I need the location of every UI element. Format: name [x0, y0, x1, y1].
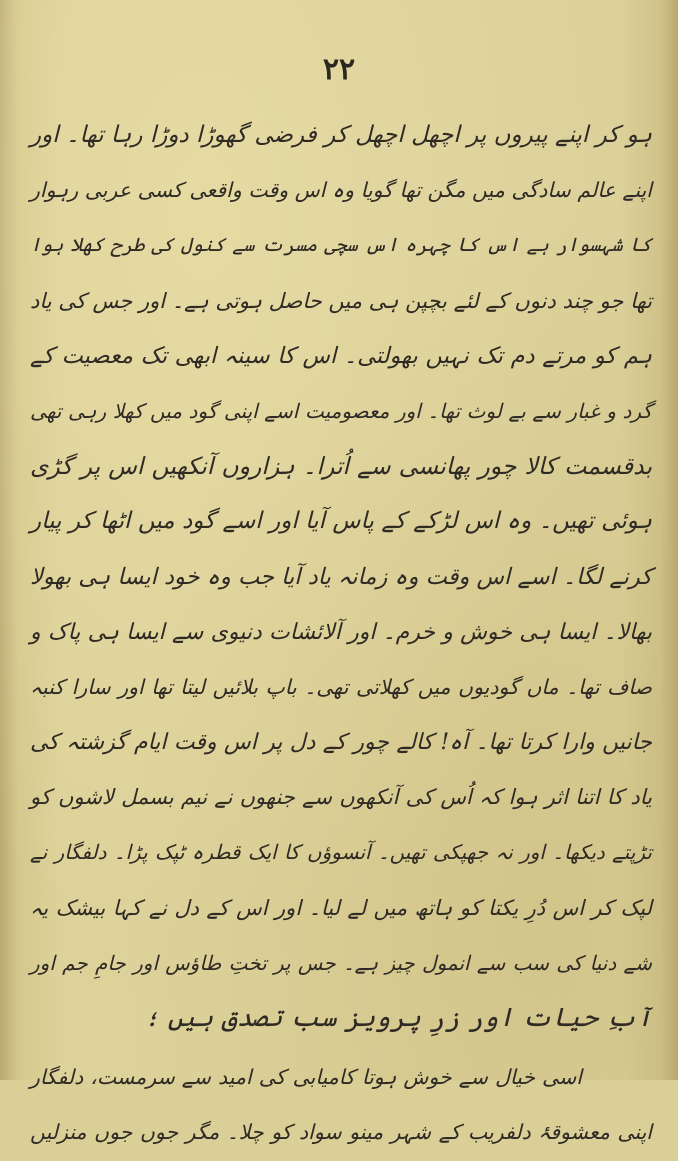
- text-line: اپنے عالم سادگی میں مگن تھا گویا وہ اس وقت واقعی کسی عربی رہوار: [30, 178, 652, 203]
- text-line: ہو کر اپنے پیروں پر اچھل اچھل کر فرضی گھوڑا دوڑا رہا تھا۔ اور: [30, 122, 652, 148]
- text-line: ہوئی تھیں۔ وہ اس لڑکے کے پاس آیا اور اسے گود میں اٹھا کر پیار: [30, 508, 652, 535]
- text-line: صاف تھا۔ ماں گودیوں میں کھلاتی تھی۔ باپ بلائیں لیتا تھا اور سارا کنبہ: [30, 674, 652, 699]
- text-line: تڑپتے دیکھا۔ اور نہ جھپکی تھیں۔ آنسوؤں کا ایک قطرہ ٹپک پڑا۔ دلفگار نے: [30, 840, 652, 865]
- text-line: گرد و غبار سے بے لوث تھا۔ اور معصومیت اسے اپنی گود میں کھلا رہی تھی: [30, 398, 652, 423]
- text-line: جانیں وارا کرتا تھا۔ آہ! کالے چور کے دل پر اس وقت ایام گزشتہ کی: [30, 730, 652, 756]
- text-line: بدقسمت کالا چور پھانسی سے اُترا۔ ہزاروں آنکھیں اس پر گڑی: [30, 452, 652, 481]
- text-line: شے دنیا کی سب سے انمول چیز ہے۔ جس پر تختِ طاؤس اور جامِ جم اور: [30, 950, 652, 975]
- text-line: لپک کر اس دُرِ یکتا کو ہاتھ میں لے لیا۔ اور اس کے دل نے کہا بیشک یہ: [30, 895, 652, 920]
- text-line: ہم کو مرتے دم تک نہیں بھولتی۔ اس کا سینہ ابھی تک معصیت کے: [30, 342, 652, 369]
- text-line-paragraph-start: اسی خیال سے خوش ہوتا کامیابی کی امید سے سرمست، دلفگار: [30, 1065, 582, 1090]
- text-line: کا شہسوار ہے اس کا چہرہ اس سچی مسرت سے کنول کی طرح کھلا ہوا: [30, 234, 652, 257]
- page-body-text: [30, 108, 652, 1161]
- text-line-paragraph-end: آبِ حیات اور زرِ پرویز سب تصدق ہیں ؛: [144, 1003, 652, 1033]
- text-line: کرنے لگا۔ اسے اس وقت وہ زمانہ یاد آیا جب وہ خود ایسا ہی بھولا: [30, 563, 652, 590]
- page-number: ۲۲: [322, 52, 356, 87]
- text-line: بھالا۔ ایسا ہی خوش و خرم۔ اور آلائشات دنیوی سے ایسا ہی پاک و: [30, 619, 652, 645]
- text-line: اپنی معشوقۂ دلفریب کے شہر مینو سواد کو چلا۔ مگر جوں جوں منزلیں: [30, 1120, 652, 1145]
- text-line: یاد کا اتنا اثر ہوا کہ اُس کی آنکھوں سے جنھوں نے نیم بسمل لاشوں کو: [30, 785, 652, 810]
- text-line: تھا جو چند دنوں کے لئے بچپن ہی میں حاصل ہوتی ہے۔ اور جس کی یاد: [30, 288, 652, 313]
